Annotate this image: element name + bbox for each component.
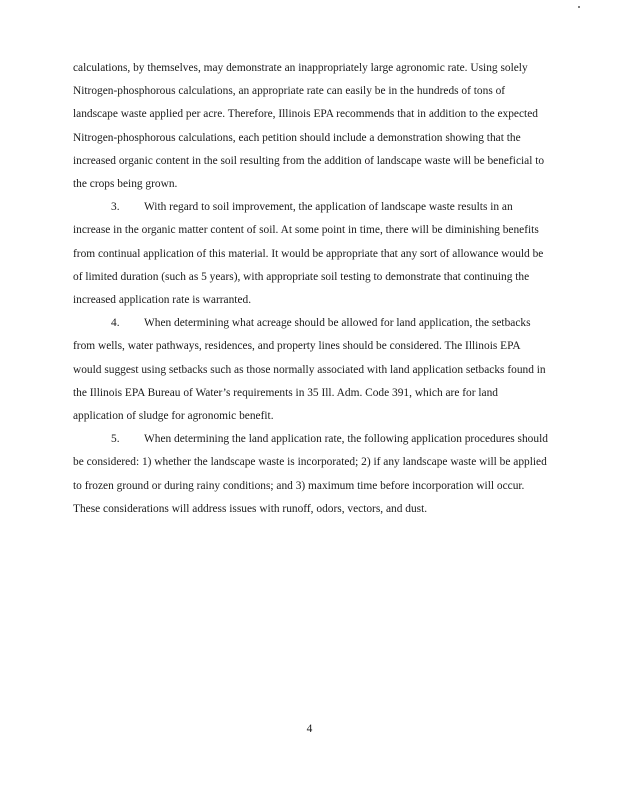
paragraph-3 bbox=[73, 196, 548, 312]
paragraph-4 bbox=[73, 312, 548, 428]
paragraph-number: 4. bbox=[111, 317, 120, 330]
paragraph-number: 5. bbox=[111, 433, 120, 446]
paragraph-number: 3. bbox=[111, 201, 120, 214]
paragraph-text: When determining the land application rate, the following application procedures should be considered: 1) whether the landscape waste is incorporated; 2) if any landscape waste will be applied to frozen ground or during rainy conditions; and 3) maximum time before incorporation will occur. These considerations will address issues with runoff, odors, vectors, and dust. bbox=[73, 433, 548, 515]
paragraph-continuation bbox=[73, 57, 548, 196]
paragraph-text: When determining what acreage should be allowed for land application, the setbacks from wells, water pathways, residences, and property lines should be considered. The Illinois EPA would suggest using setbacks such as those normally associated with land application setbacks found in the Illinois EPA Bureau of Water’s requirements in 35 Ill. Adm. Code 391, which are for land application of sludge for agronomic benefit. bbox=[73, 317, 546, 423]
paragraph-text: calculations, by themselves, may demonstrate an inappropriately large agronomic rate. Using solely Nitrogen-phosphorous calculations, an appropriate rate can easily be in the hundreds of tons of landscape waste applied per acre. Therefore, Illinois EPA recommends that in addition to the expected Nitrogen-phosphorous calculations, each petition should include a demonstration showing that the increased organic content in the soil resulting from the addition of landscape waste will be beneficial to the crops being grown. bbox=[73, 62, 545, 191]
paragraph-text: With regard to soil improvement, the application of landscape waste results in an increase in the organic matter content of soil. At some point in time, there will be diminishing benefits from continual application of this material. It would be appropriate that any sort of allowance would be of limited duration (such as 5 years), with appropriate soil testing to demonstrate that continuing the increased application rate is warranted. bbox=[73, 201, 544, 307]
document-body bbox=[73, 57, 548, 521]
scan-speck bbox=[578, 6, 580, 8]
page-number: 4 bbox=[306, 723, 313, 735]
paragraph-5 bbox=[73, 428, 548, 521]
